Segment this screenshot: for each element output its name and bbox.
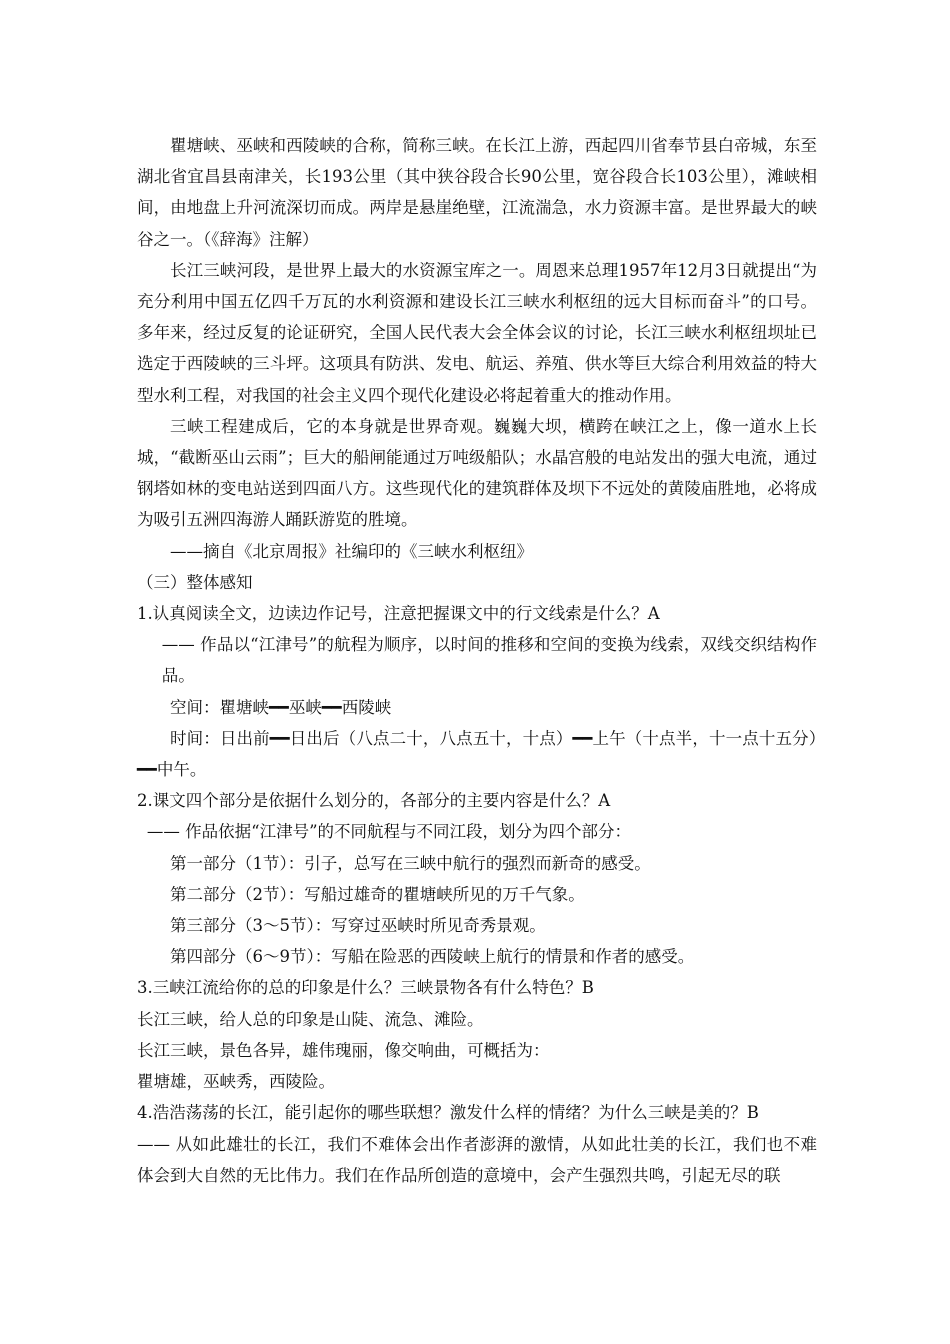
document-body: [137, 130, 817, 1191]
answer-4: —— 从如此雄壮的长江，我们不难体会出作者澎湃的激情，从如此壮美的长江，我们也不难体会到大自然的无比伟力。我们在作品所创造的意境中，会产生强烈共鸣，引起无尽的联: [137, 1134, 817, 1185]
part-item: 第四部分（6～9节）：写船在险恶的西陵峡上航行的情景和作者的感受。: [170, 947, 695, 967]
answer-2: —— 作品依据“江津号”的不同航程与不同江段，划分为四个部分：: [146, 822, 632, 842]
source-citation: ——摘自《北京周报》社编印的《三峡水利枢纽》: [170, 541, 533, 561]
answer-3-line: 长江三峡，给人总的印象是山陡、流急、滩险。: [137, 1009, 484, 1029]
answer-3-line: 长江三峡，景色各异，雄伟瑰丽，像交响曲，可概括为：: [137, 1040, 550, 1060]
part-item: 第二部分（2节）：写船过雄奇的瞿塘峡所见的万千气象。: [170, 884, 585, 904]
intro-paragraph-2: 长江三峡河段，是世界上最大的水资源宝库之一。周恩来总理1957年12月3日就提出“为充分利用中国五亿四千万瓦的水利资源和建设长江三峡水利枢纽的远大目标而奋斗”的口号。多年来，经过反复的论证研究，全国人民代表大会全体会议的讨论，长江三峡水利枢纽坝址已选定于西陵峡的三斗坪。这项具有防洪、发电、航运、养殖、供水等巨大综合利用效益的特大型水利工程，对我国的社会主义四个现代化建设必将起着重大的推动作用。: [137, 260, 817, 405]
section-title: （三）整体感知: [137, 572, 253, 592]
part-item: 第一部分（1节）：引子，总写在三峡中航行的强烈而新奇的感受。: [170, 853, 651, 873]
part-item: 第三部分（3～5节）：写穿过巫峡时所见奇秀景观。: [170, 916, 546, 936]
question-3: 3.三峡江流给你的总的印象是什么？三峡景物各有什么特色？B: [137, 978, 594, 998]
question-1: 1.认真阅读全文，边读边作记号，注意把握课文中的行文线索是什么？A: [137, 604, 660, 624]
intro-paragraph-1: 瞿塘峡、巫峡和西陵峡的合称，简称三峡。在长江上游，西起四川省奉节县白帝城，东至湖北省宜昌县南津关，长193公里（其中狭谷段合长90公里，宽谷段合长103公里），滩峡相间，由地盘上升河流深切而成。两岸是悬崖绝壁，江流湍急，水力资源丰富。是世界最大的峡谷之一。（《辞海》注解）: [137, 136, 817, 249]
answer-1-time: 时间：日出前━━日出后（八点二十，八点五十，十点）━━上午（十点半，十一点十五分）━━中午。: [137, 728, 817, 780]
intro-paragraph-3: 三峡工程建成后，它的本身就是世界奇观。巍巍大坝，横跨在峡江之上，像一道水上长城，“截断巫山云雨”；巨大的船闸能通过万吨级船队；水晶宫般的电站发出的强大电流，通过钢塔如林的变电站送到四面八方。这些现代化的建筑群体及坝下不远处的黄陵庙胜地，必将成为吸引五洲四海游人踊跃游览的胜境。: [137, 416, 817, 530]
question-4: 4.浩浩荡荡的长江，能引起你的哪些联想？激发什么样的情绪？为什么三峡是美的？B: [137, 1103, 759, 1123]
question-2: 2.课文四个部分是依据什么划分的，各部分的主要内容是什么？A: [137, 791, 611, 811]
answer-1: —— 作品以“江津号”的航程为顺序，以时间的推移和空间的变换为线索，双线交织结构作品。: [161, 635, 817, 686]
answer-3-line: 瞿塘雄，巫峡秀，西陵险。: [137, 1072, 335, 1092]
answer-1-space: 空间：瞿塘峡━━巫峡━━西陵峡: [170, 697, 392, 717]
